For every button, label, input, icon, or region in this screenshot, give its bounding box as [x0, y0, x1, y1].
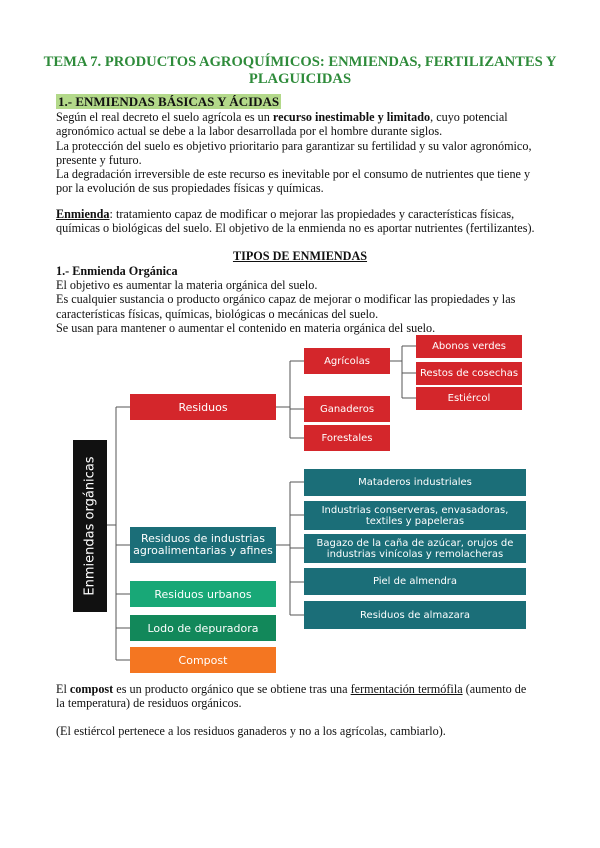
box-restos-cosechas: Restos de cosechas: [416, 362, 522, 385]
box-forestales: Forestales: [304, 425, 390, 451]
box-conserveras: Industrias conserveras, envasadoras, textiles y papeleras: [304, 501, 526, 530]
box-residuos-industrias: Residuos de industrias agroalimentarias y afines: [130, 527, 276, 563]
box-bagazo: Bagazo de la caña de azúcar, orujos de industrias vinícolas y remolacheras: [304, 534, 526, 563]
intro-paragraphs: [56, 110, 536, 196]
organica-line-2: Es cualquier sustancia o producto orgánico capaz de mejorar o modificar las propiedades y las características físicas, químicas, biológicas o mecánicas del suelo.: [56, 292, 516, 321]
tipos-heading: TIPOS DE ENMIENDAS: [232, 249, 368, 263]
paragraph-recurso: Según el real decreto el suelo agrícola es un recurso inestimable y limitado, cuyo potencial agronómico actual se debe a la labor desarrollada por el hombre durante siglos.: [56, 110, 508, 139]
box-agricolas: Agrícolas: [304, 348, 390, 374]
organica-line-1: El objetivo es aumentar la materia orgánica del suelo.: [56, 278, 318, 292]
organica-heading: 1.- Enmienda Orgánica: [56, 264, 178, 278]
compost-note: El compost es un producto orgánico que se obtiene tras una fermentación termófila (aumento de la temperatura) de residuos orgánicos.: [56, 682, 527, 711]
box-residuos-urbanos: Residuos urbanos: [130, 581, 276, 607]
box-piel-almendra: Piel de almendra: [304, 568, 526, 595]
page-title: TEMA 7. PRODUCTOS AGROQUÍMICOS: ENMIENDAS, FERTILIZANTES Y PLAGUICIDAS: [43, 54, 557, 87]
box-estiercol: Estiércol: [416, 387, 522, 410]
box-almazara: Residuos de almazara: [304, 601, 526, 629]
box-compost: Compost: [130, 647, 276, 673]
box-ganaderos: Ganaderos: [304, 396, 390, 422]
box-residuos: Residuos: [130, 394, 276, 420]
box-mataderos: Mataderos industriales: [304, 469, 526, 496]
organica-text: [56, 278, 536, 335]
root-box-enmiendas-organicas: Enmiendas orgánicas: [73, 440, 107, 612]
paragraph-proteccion: La protección del suelo es objetivo prioritario para garantizar su fertilidad y su valor agronómico, presente y futuro.: [56, 138, 532, 167]
box-abonos-verdes: Abonos verdes: [416, 335, 522, 358]
organica-line-3: Se usan para mantener o aumentar el contenido en materia orgánica del suelo.: [56, 320, 436, 335]
final-note: (El estiércol pertenece a los residuos ganaderos y no a los agrícolas, cambiarlo).: [56, 724, 446, 738]
paragraph-degradacion: La degradación irreversible de este recurso es inevitable por el consumo de nutrientes que tiene y por la evolución de sus propiedades físicas y químicas.: [56, 167, 531, 196]
definition-enmienda: Enmienda: tratamiento capaz de modificar o mejorar las propiedades y características físicas, químicas o biológicas del suelo. El objetivo de la enmienda no es aportar nutrientes (fertilizantes).: [56, 207, 535, 236]
box-lodo-depuradora: Lodo de depuradora: [130, 615, 276, 641]
section-heading-enmiendas-basicas: 1.- ENMIENDAS BÁSICAS Y ÁCIDAS: [58, 94, 280, 109]
